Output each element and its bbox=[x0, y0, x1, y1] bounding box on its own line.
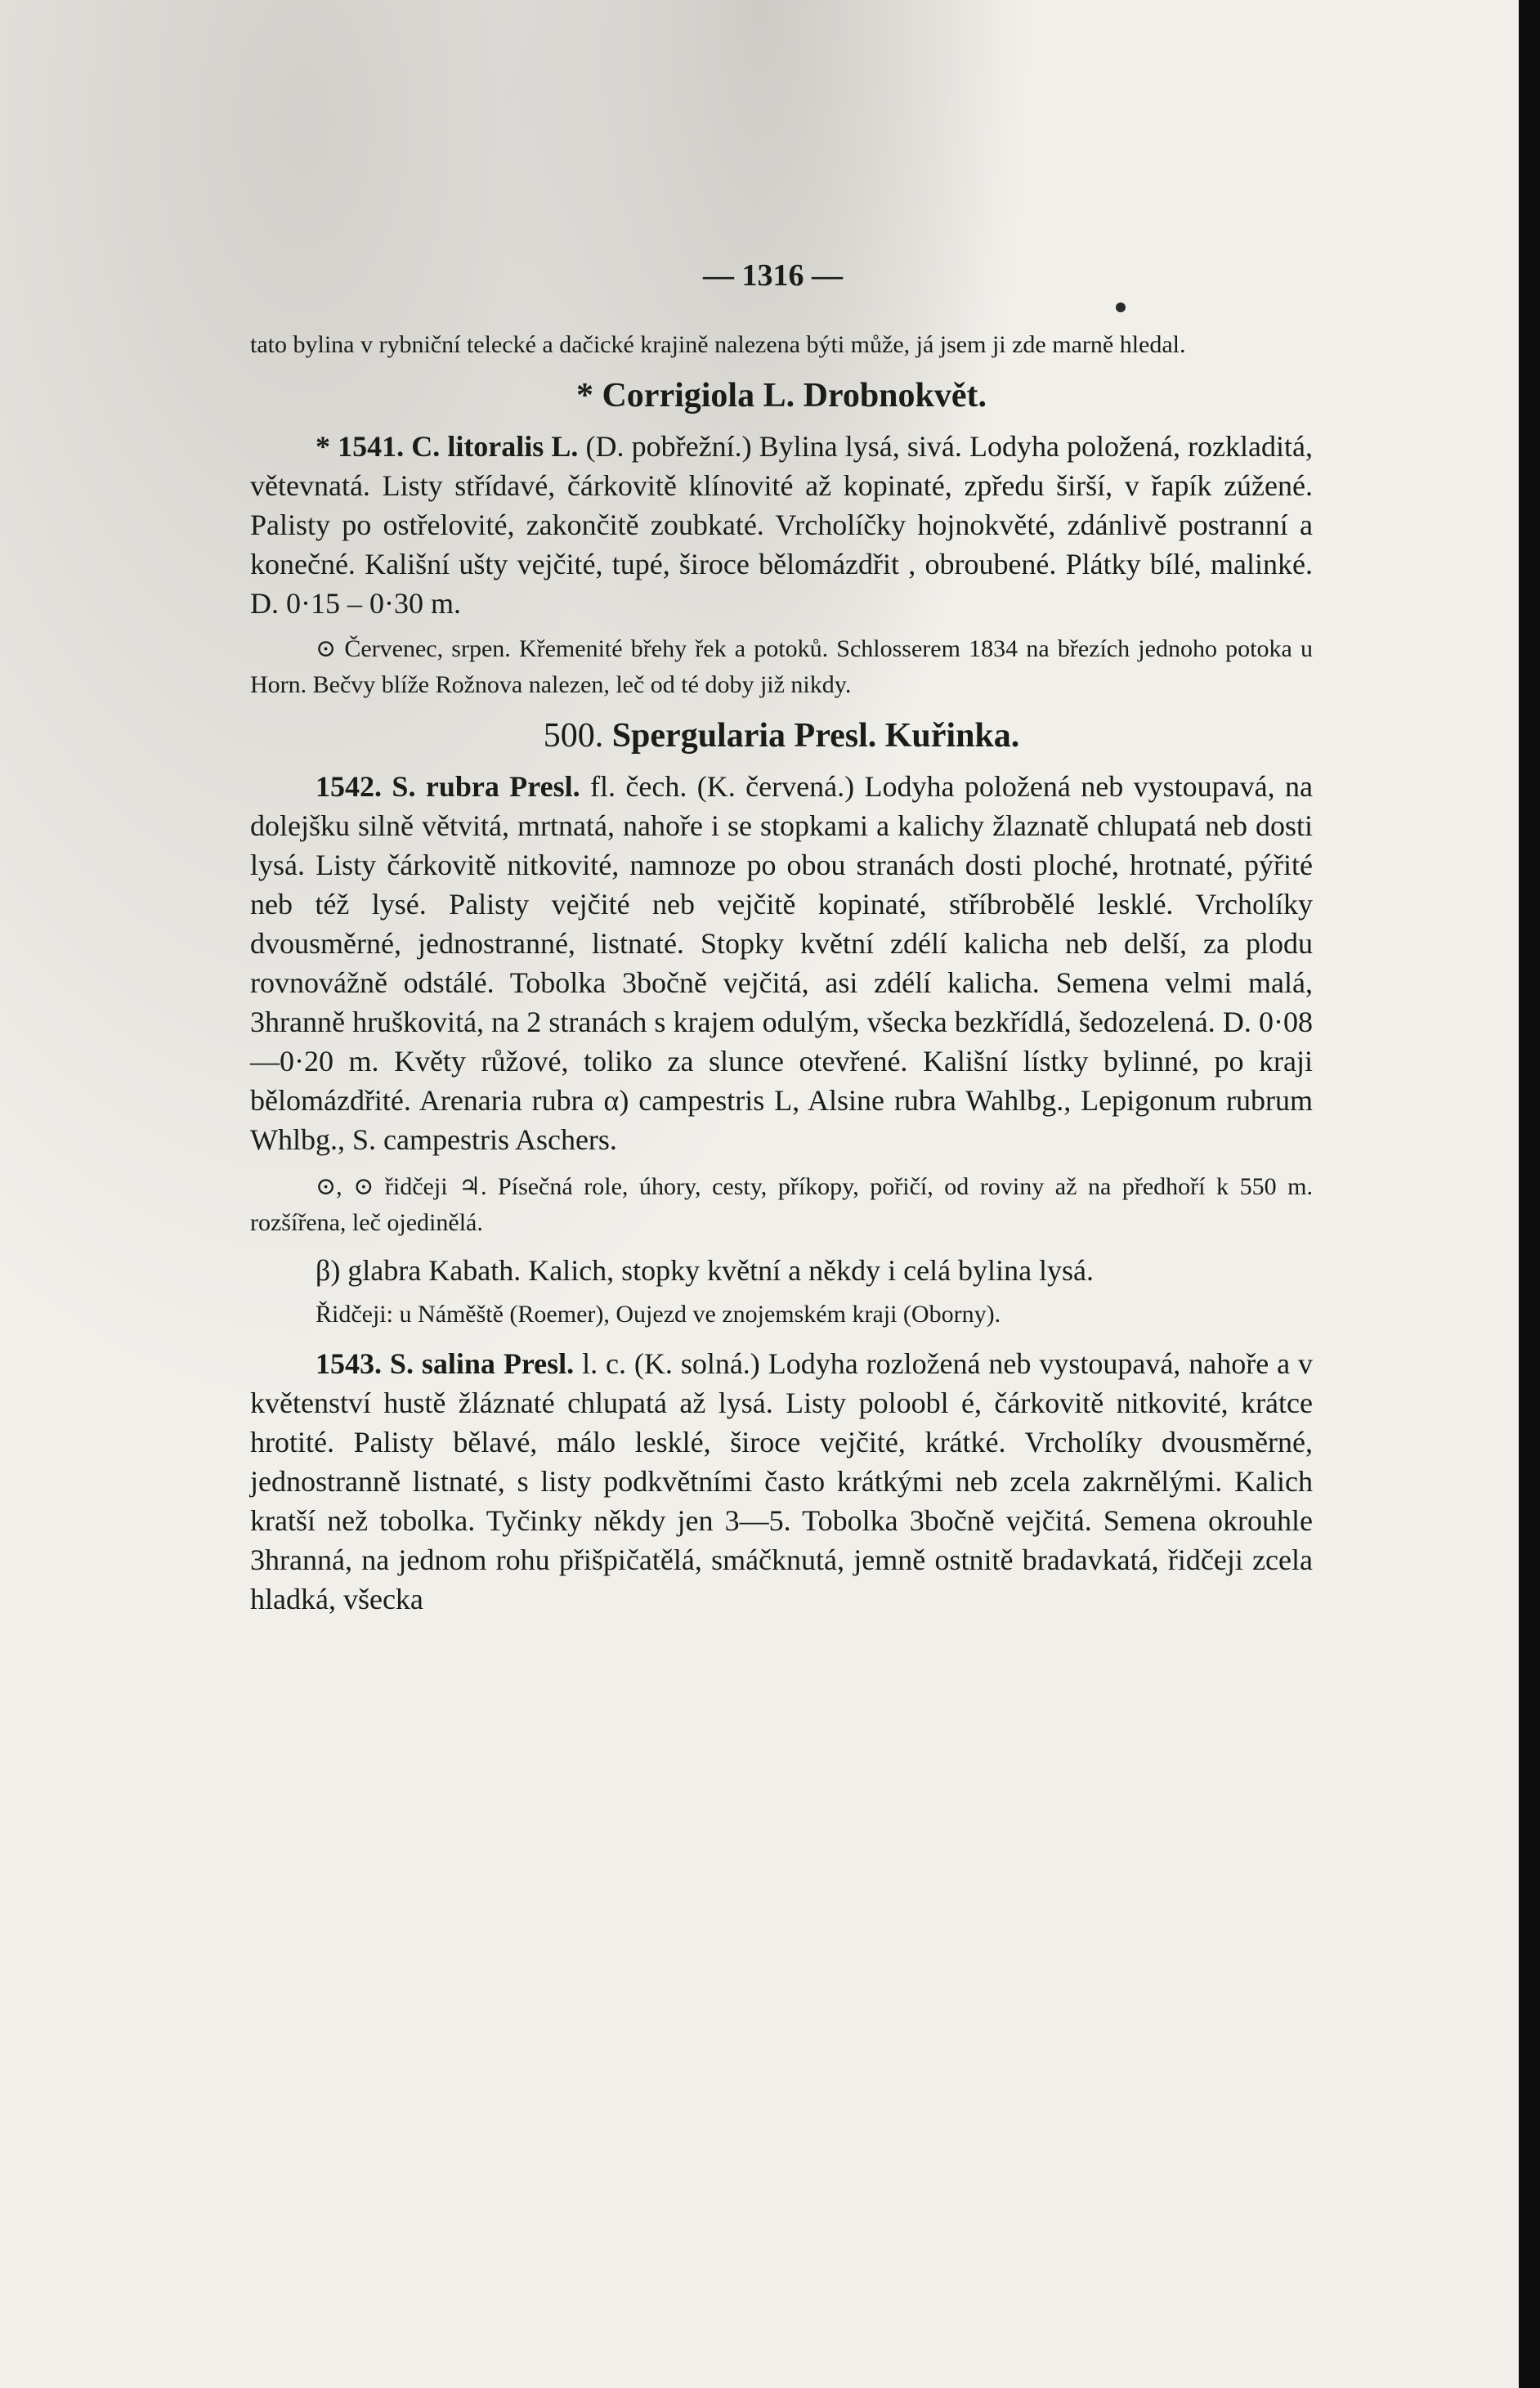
species-1541 bbox=[250, 427, 1313, 623]
species-1541-name: * 1541. C. litoralis L. bbox=[316, 430, 579, 463]
genus-heading-spergularia bbox=[250, 716, 1313, 755]
species-1542-variety: β) glabra Kabath. Kalich, stopky květní a někdy i celá bylina lysá. bbox=[316, 1254, 1095, 1287]
species-1542-description: fl. čech. (K. červená.) Lodyha položená neb vystoupavá, na dolejšku silně větvitá, mrtnatá, nahoře i se stopkami a kalichy žlaznatě chlupatá neb dosti lysá. Listy čárkovitě nitkovité, namnoze po obou stranách dosti ploché, hrotnaté, pýřité neb též lysé. Palisty vejčité neb vejčitě kopinaté, stříbrobělé lesklé. Vrcholíky dvousměrné, jednostranné, listnaté. Stopky květní zdélí kalicha neb delší, za plodu rovnovážně odstálé. Tobolka 3bočně vejčitá, asi zdélí kalicha. Semena velmi malá, 3hranně hruškovitá, na 2 stranách s krajem odulým, všecka bezkřídlá, šedozelená. D. 0·08—0·20 m. Květy růžové, toliko za slunce otevřené. Kališní lístky bylinné, po kraji bělomázdřité. Arenaria rubra α) campestris L, Alsine rubra Wahlbg., Lepigonum rubrum Whlbg., S. campestris Aschers. bbox=[250, 770, 1313, 1156]
genus-name: Spergularia Presl. Kuřinka. bbox=[611, 717, 1020, 755]
species-1543 bbox=[250, 1344, 1313, 1619]
page-number: — 1316 — bbox=[703, 258, 843, 293]
species-1543-name: 1543. S. salina Presl. bbox=[316, 1347, 575, 1380]
scan-border bbox=[1519, 0, 1540, 2388]
genus-number: 500. bbox=[543, 717, 604, 755]
species-1541-habitat: ⊙ Červenec, srpen. Křemenité břehy řek a potoků. Schlosserem 1834 na březích jednoho potoka u Horn. Bečvy blíže Rožnova nalezen, leč od té doby již nikdy. bbox=[250, 635, 1313, 698]
ink-speck bbox=[1116, 302, 1126, 312]
species-1543-description: l. c. (K. solná.) Lodyha rozložená neb vystoupavá, nahoře a v květenství hustě žláznaté chlupatá až lysá. Listy poloobl é, čárkovitě nitkovité, krátce hrotité. Palisty bělavé, málo lesklé, široce vejčité, krátké. Vrcholíky dvousměrné, jednostranně listnaté, s listy podkvětními často krátkými neb zcela zakrnělými. Kalich kratší než tobolka. Tyčinky někdy jen 3—5. Tobolka 3bočně vejčitá. Semena okrouhle 3hranná, na jednom rohu přišpičatělá, smáčknutá, jemně ostnitě bradavkatá, řidčeji zcela hladká, všecka bbox=[250, 1347, 1313, 1615]
species-1542-name: 1542. S. rubra Presl. bbox=[316, 770, 580, 803]
genus-heading-corrigiola: * Corrigiola L. Drobnokvět. bbox=[575, 377, 987, 414]
species-1542-habitat: ⊙, ⊙ řidčeji ♃. Písečná role, úhory, cesty, příkopy, pořičí, od roviny až na předhoří k 550 m. rozšířena, leč ojedinělá. bbox=[250, 1173, 1313, 1236]
intro-paragraph: tato bylina v rybniční telecké a dačické krajině nalezena býti může, já jsem ji zde marně hledal. bbox=[250, 331, 1186, 358]
species-1542-variety-habitat: Řidčeji: u Náměště (Roemer), Oujezd ve znojemském kraji (Oborny). bbox=[316, 1301, 1001, 1328]
species-1541-description: (D. pobřežní.) Bylina lysá, sivá. Lodyha položená, rozkladitá, větevnatá. Listy střídavé, čárkovitě klínovité až kopinaté, zpředu širší, v řapík zúžené. Palisty po ostřelovité, zakončitě zoubkaté. Vrcholíčky hojnokvěté, zdánlivě postranní a konečné. Kališní ušty vejčité, tupé, široce bělomázdřit , obroubené. Plátky bílé, malinké. D. 0·15 – 0·30 m. bbox=[250, 430, 1314, 620]
species-1542 bbox=[250, 767, 1313, 1159]
page-body bbox=[250, 327, 1313, 1619]
